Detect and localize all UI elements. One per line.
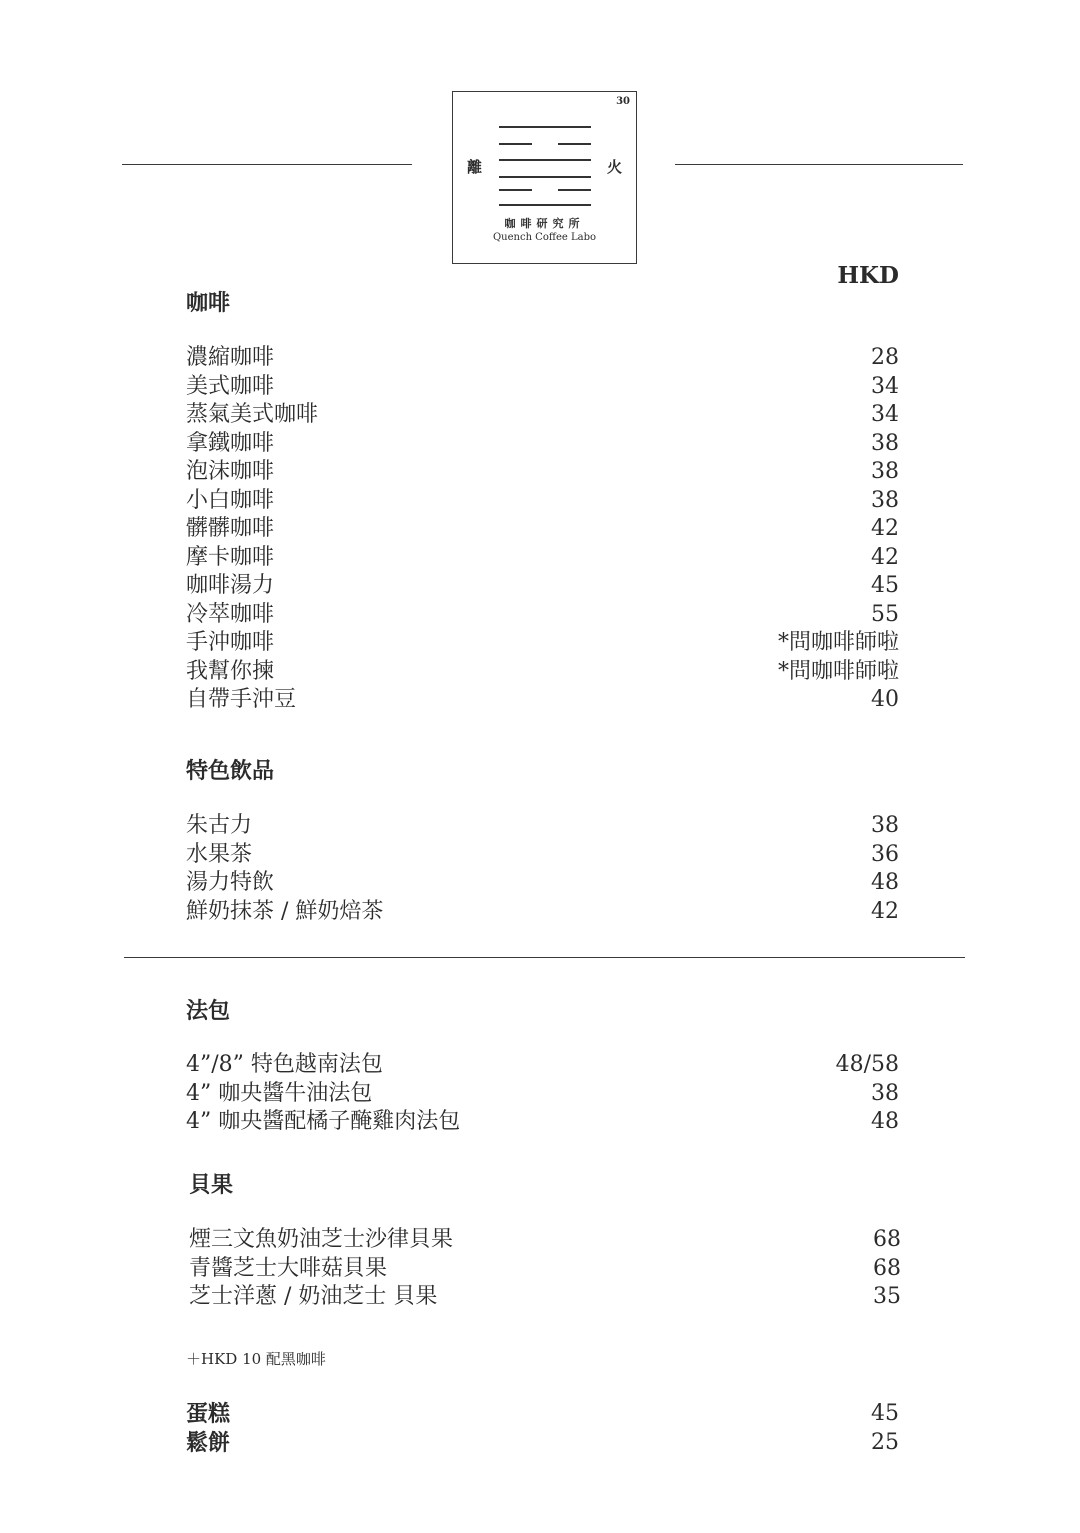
menu-item [186,601,899,630]
header-rule-left [122,164,412,165]
menu-item-price: 35 [873,1284,901,1309]
dessert-list [186,1400,899,1457]
logo-name-cn: 咖啡研究所 [504,217,585,230]
menu-item-price: 48/58 [835,1052,899,1077]
menu-item-price: 36 [871,841,899,867]
menu-item-price: *問咖啡師啦 [777,658,899,684]
menu-item-name: 青醬芝士大啡菇貝果 [189,1255,388,1281]
menu-item-price: 34 [871,402,899,427]
logo-name-en: Quench Coffee Labo [492,232,597,243]
menu-item-price: 38 [871,813,899,838]
menu-item [186,869,899,898]
bagel-coffee-note: ＋HKD 10 配黑咖啡 [186,1350,326,1368]
menu-item-price: *問咖啡師啦 [777,630,899,655]
menu-item [186,487,899,516]
logo-right-label: 火 [606,158,622,176]
menu-item-price: 25 [871,1429,899,1455]
menu-item [186,401,899,430]
menu-item [186,1429,899,1458]
menu-item [186,1108,899,1137]
menu-item [186,515,899,544]
menu-item [186,344,899,373]
menu-item-price: 38 [871,1080,899,1106]
logo [452,91,637,264]
menu-item-price: 42 [871,898,899,924]
menu-item-price: 38 [871,430,899,456]
menu-item [186,1051,899,1080]
menu-item-name: 手沖咖啡 [186,630,275,655]
menu-item [186,686,899,715]
menu-item-name: 泡沫咖啡 [186,459,275,484]
section-title-bagel: 貝果 [189,1172,234,1198]
coffee-list [186,344,899,715]
menu-item [186,544,899,573]
menu-item-name: 蛋糕 [186,1401,231,1427]
menu-item [186,373,899,402]
menu-item-name: 自帶手沖豆 [186,687,297,712]
section-title-banh-mi: 法包 [186,998,231,1024]
banh-mi-list [186,1051,899,1137]
menu-item [186,1400,899,1429]
menu-item [186,841,899,870]
menu-item-price: 42 [871,544,899,570]
menu-item [186,812,899,841]
menu-item-name: 湯力特飲 [186,870,275,895]
menu-item-name: 芝士洋蔥 / 奶油芝士 貝果 [189,1284,438,1309]
menu-item-price: 48 [871,870,899,895]
menu-item-name: 咖啡湯力 [186,573,275,598]
menu-item-name: 煙三文魚奶油芝士沙律貝果 [189,1227,454,1252]
menu-item-name: 拿鐵咖啡 [186,430,275,456]
menu-item [186,658,899,687]
menu-item-name: 摩卡咖啡 [186,544,275,570]
menu-item-name: 髒髒咖啡 [186,516,275,541]
menu-item-name: 水果茶 [186,841,253,867]
menu-item-price: 68 [873,1227,901,1252]
section-title-coffee: 咖啡 [186,290,231,316]
section-divider [124,957,965,958]
menu-item-price: 40 [871,687,899,712]
menu-item-name: 鬆餅 [186,1429,231,1456]
menu-item [186,1080,899,1109]
header-rule-right [675,164,963,165]
menu-item [189,1226,901,1255]
menu-item [186,898,899,927]
menu-item [186,458,899,487]
menu-item [186,430,899,459]
menu-item-price: 48 [871,1109,899,1134]
specialty-list [186,812,899,926]
menu-item-price: 45 [871,573,899,598]
menu-item-name: 我幫你揀 [186,658,275,684]
menu-item-price: 28 [871,345,899,370]
logo-left-label: 離 [467,158,483,176]
currency-label: HKD [837,262,899,289]
menu-item-price: 38 [871,459,899,484]
menu-item [189,1283,901,1312]
menu-item-name: 4”/8” 特色越南法包 [186,1052,383,1077]
menu-item-name: 鮮奶抹茶 / 鮮奶焙茶 [186,898,384,924]
menu-item-name: 小白咖啡 [186,487,275,513]
menu-item-price: 42 [871,516,899,541]
menu-item-price: 45 [871,1401,899,1426]
section-title-specialty: 特色飲品 [186,758,275,784]
menu-item-price: 55 [871,601,899,627]
menu-item-name: 4” 咖央醬牛油法包 [186,1080,373,1106]
menu-item [186,629,899,658]
menu-item-name: 4” 咖央醬配橘子醃雞肉法包 [186,1109,461,1134]
menu-item-name: 濃縮咖啡 [186,345,275,370]
menu-item-price: 68 [873,1255,901,1281]
menu-item [189,1255,901,1284]
bagel-list [189,1226,901,1312]
menu-item-name: 冷萃咖啡 [186,601,275,627]
menu-item-name: 美式咖啡 [186,373,275,399]
menu-item-name: 蒸氣美式咖啡 [186,402,319,427]
menu-item [186,572,899,601]
logo-number: 30 [616,96,630,107]
menu-item-price: 34 [871,373,899,399]
menu-item-price: 38 [871,487,899,513]
menu-item-name: 朱古力 [186,813,253,838]
